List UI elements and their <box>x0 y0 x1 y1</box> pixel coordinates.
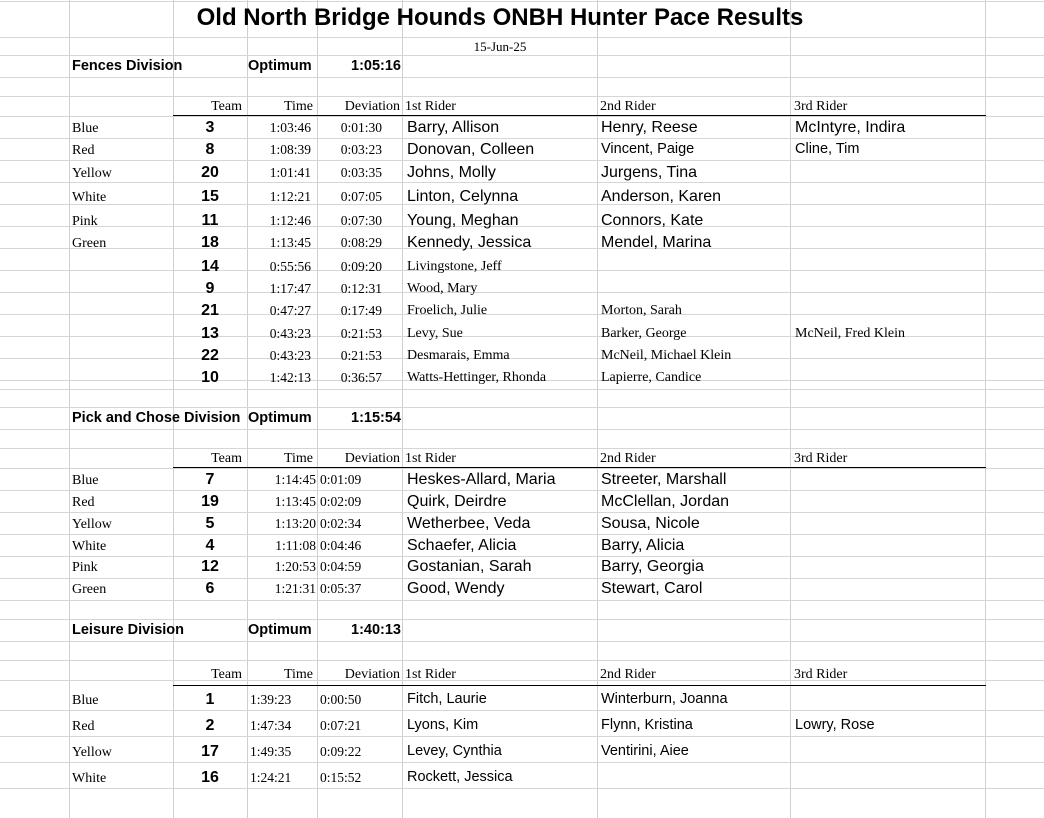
team-deviation: 0:04:46 <box>320 538 362 553</box>
rider-2: Ventirini, Aiee <box>601 743 689 759</box>
team-time: 0:43:23 <box>269 326 311 341</box>
team-deviation: 0:02:09 <box>320 494 362 509</box>
team-number: 9 <box>205 280 215 297</box>
team-number: 13 <box>201 325 219 342</box>
team-color: White <box>72 539 107 554</box>
team-number: 16 <box>201 769 219 786</box>
header-team: Team <box>211 99 242 114</box>
rider-1: Young, Meghan <box>407 212 519 229</box>
rider-1: Levy, Sue <box>407 326 463 341</box>
team-deviation: 0:00:50 <box>320 692 362 707</box>
header-time: Time <box>283 99 313 114</box>
team-color: Green <box>72 582 107 597</box>
team-color: Red <box>72 719 95 734</box>
rider-1: Watts-Hettinger, Rhonda <box>407 370 547 385</box>
team-deviation: 0:21:53 <box>340 326 382 341</box>
optimum-value-pick-and-chose: 1:15:54 <box>351 410 401 426</box>
team-deviation: 0:07:21 <box>320 718 362 733</box>
rider-1: Wetherbee, Veda <box>407 515 531 532</box>
team-deviation: 0:36:57 <box>340 370 382 385</box>
rider-1: Froelich, Julie <box>407 303 488 318</box>
header-deviation: Deviation <box>344 99 400 114</box>
team-color: Yellow <box>72 166 112 181</box>
team-time: 1:12:46 <box>269 213 311 228</box>
team-number: 21 <box>201 302 219 319</box>
team-time: 1:14:45 <box>274 472 316 487</box>
team-color: Yellow <box>72 517 112 532</box>
team-deviation: 0:12:31 <box>340 281 382 296</box>
header-deviation: Deviation <box>344 667 400 682</box>
team-color: Pink <box>72 214 98 229</box>
rider-2: Flynn, Kristina <box>601 717 693 733</box>
rider-2: McNeil, Michael Klein <box>601 348 732 363</box>
optimum-label-fences: Optimum <box>248 58 312 74</box>
rider-3: McNeil, Fred Klein <box>795 326 906 341</box>
team-time: 1:20:53 <box>274 559 316 574</box>
optimum-value-fences: 1:05:16 <box>351 58 401 74</box>
rider-3: Lowry, Rose <box>795 717 875 733</box>
team-number: 12 <box>201 558 219 575</box>
team-number: 14 <box>201 258 219 275</box>
rider-1: Rockett, Jessica <box>407 769 513 785</box>
rider-2: Barry, Alicia <box>601 537 685 554</box>
header-underline <box>173 685 986 686</box>
rider-1: Barry, Allison <box>407 119 500 136</box>
team-color: Red <box>72 143 95 158</box>
rider-2: Vincent, Paige <box>601 141 695 157</box>
sheet-title: Old North Bridge Hounds ONBH Hunter Pace Results <box>196 4 804 31</box>
rider-1: Levey, Cynthia <box>407 743 502 759</box>
rider-1: Donovan, Colleen <box>407 141 535 158</box>
team-number: 3 <box>205 119 215 136</box>
team-deviation: 0:03:23 <box>340 142 382 157</box>
team-time: 1:01:41 <box>269 165 311 180</box>
team-number: 6 <box>205 580 215 597</box>
rider-2: McClellan, Jordan <box>601 493 730 510</box>
team-number: 5 <box>205 515 215 532</box>
team-number: 15 <box>201 188 219 205</box>
team-number: 19 <box>201 493 219 510</box>
team-number: 17 <box>201 743 219 760</box>
header-deviation: Deviation <box>344 451 400 466</box>
team-number: 8 <box>205 141 215 158</box>
header-team: Team <box>211 451 242 466</box>
header-rider1: 1st Rider <box>405 99 456 114</box>
rider-1: Gostanian, Sarah <box>407 558 532 575</box>
team-number: 7 <box>205 471 215 488</box>
rider-2: Streeter, Marshall <box>601 471 727 488</box>
header-rider2: 2nd Rider <box>600 99 656 114</box>
rider-2: Henry, Reese <box>601 119 698 136</box>
rider-1: Quirk, Deirdre <box>407 493 507 510</box>
optimum-value-leisure: 1:40:13 <box>351 622 401 638</box>
rider-1: Kennedy, Jessica <box>407 234 532 251</box>
header-rider3: 3rd Rider <box>794 451 848 466</box>
rider-2: Lapierre, Candice <box>601 370 702 385</box>
rider-2: Winterburn, Joanna <box>601 691 728 707</box>
team-time: 1:24:21 <box>250 770 292 785</box>
optimum-label-pick-and-chose: Optimum <box>248 410 312 426</box>
team-deviation: 0:05:37 <box>320 581 362 596</box>
team-time: 1:12:21 <box>269 189 311 204</box>
team-time: 1:49:35 <box>250 744 292 759</box>
header-time: Time <box>283 667 313 682</box>
team-time: 1:08:39 <box>269 142 311 157</box>
team-deviation: 0:03:35 <box>340 165 382 180</box>
header-team: Team <box>211 667 242 682</box>
team-number: 1 <box>205 691 215 708</box>
rider-2: Sousa, Nicole <box>601 515 700 532</box>
team-time: 1:21:31 <box>274 581 316 596</box>
team-deviation: 0:01:30 <box>340 120 382 135</box>
rider-3: McIntyre, Indira <box>795 119 906 136</box>
team-color: Green <box>72 236 107 251</box>
team-time: 1:42:13 <box>269 370 311 385</box>
team-deviation: 0:09:22 <box>320 744 362 759</box>
header-time: Time <box>283 451 313 466</box>
team-time: 1:39:23 <box>250 692 292 707</box>
team-time: 1:13:45 <box>274 494 316 509</box>
team-deviation: 0:04:59 <box>320 559 362 574</box>
team-time: 1:13:20 <box>274 516 316 531</box>
team-deviation: 0:15:52 <box>320 770 362 785</box>
rider-2: Mendel, Marina <box>601 234 712 251</box>
team-color: White <box>72 190 107 205</box>
team-color: Blue <box>72 473 99 488</box>
header-rider3: 3rd Rider <box>794 99 848 114</box>
team-time: 0:47:27 <box>269 303 311 318</box>
rider-3: Cline, Tim <box>795 141 860 157</box>
rider-1: Desmarais, Emma <box>407 348 510 363</box>
rider-2: Morton, Sarah <box>601 303 682 318</box>
team-number: 2 <box>205 717 215 734</box>
team-deviation: 0:17:49 <box>340 303 382 318</box>
team-time: 1:11:08 <box>275 538 316 553</box>
header-underline <box>173 467 986 468</box>
header-rider1: 1st Rider <box>405 667 456 682</box>
event-date: 15-Jun-25 <box>473 39 527 54</box>
team-number: 22 <box>201 347 219 364</box>
division-name-pick-and-chose: Pick and Chose Division <box>72 411 241 426</box>
rider-1: Fitch, Laurie <box>407 691 487 707</box>
header-rider2: 2nd Rider <box>600 451 656 466</box>
rider-2: Stewart, Carol <box>601 580 703 597</box>
rider-1: Johns, Molly <box>407 164 496 181</box>
team-number: 10 <box>201 369 219 386</box>
team-deviation: 0:21:53 <box>340 348 382 363</box>
team-deviation: 0:09:20 <box>340 259 382 274</box>
division-name-fences: Fences Division <box>72 58 183 74</box>
rider-1: Livingstone, Jeff <box>407 259 502 274</box>
rider-1: Linton, Celynna <box>407 188 519 205</box>
team-deviation: 0:08:29 <box>340 235 382 250</box>
rider-1: Lyons, Kim <box>407 717 479 733</box>
team-number: 11 <box>201 212 219 229</box>
team-deviation: 0:07:05 <box>340 189 382 204</box>
team-color: Blue <box>72 121 99 136</box>
rider-1: Good, Wendy <box>407 580 505 597</box>
team-time: 1:47:34 <box>250 718 292 733</box>
header-rider3: 3rd Rider <box>794 667 848 682</box>
team-color: White <box>72 771 107 786</box>
header-underline <box>173 115 986 116</box>
team-deviation: 0:02:34 <box>320 516 362 531</box>
team-number: 4 <box>205 537 215 554</box>
team-time: 1:13:45 <box>269 235 311 250</box>
team-color: Pink <box>72 560 98 575</box>
team-time: 1:17:47 <box>269 281 311 296</box>
rider-1: Schaefer, Alicia <box>407 537 517 554</box>
rider-2: Connors, Kate <box>601 212 704 229</box>
rider-2: Anderson, Karen <box>601 188 722 205</box>
team-time: 0:43:23 <box>269 348 311 363</box>
team-time: 0:55:56 <box>269 259 311 274</box>
team-number: 18 <box>201 234 219 251</box>
team-number: 20 <box>201 164 219 181</box>
team-color: Yellow <box>72 745 112 760</box>
optimum-label-leisure: Optimum <box>248 622 312 638</box>
header-rider2: 2nd Rider <box>600 667 656 682</box>
team-deviation: 0:07:30 <box>340 213 382 228</box>
rider-2: Barry, Georgia <box>601 558 704 575</box>
rider-1: Wood, Mary <box>407 281 478 296</box>
team-color: Red <box>72 495 95 510</box>
rider-2: Jurgens, Tina <box>601 164 698 181</box>
header-rider1: 1st Rider <box>405 451 456 466</box>
rider-1: Heskes-Allard, Maria <box>407 471 556 488</box>
rider-2: Barker, George <box>601 326 687 341</box>
team-deviation: 0:01:09 <box>320 472 362 487</box>
team-color: Blue <box>72 693 99 708</box>
division-name-leisure: Leisure Division <box>72 622 185 638</box>
team-time: 1:03:46 <box>269 120 311 135</box>
